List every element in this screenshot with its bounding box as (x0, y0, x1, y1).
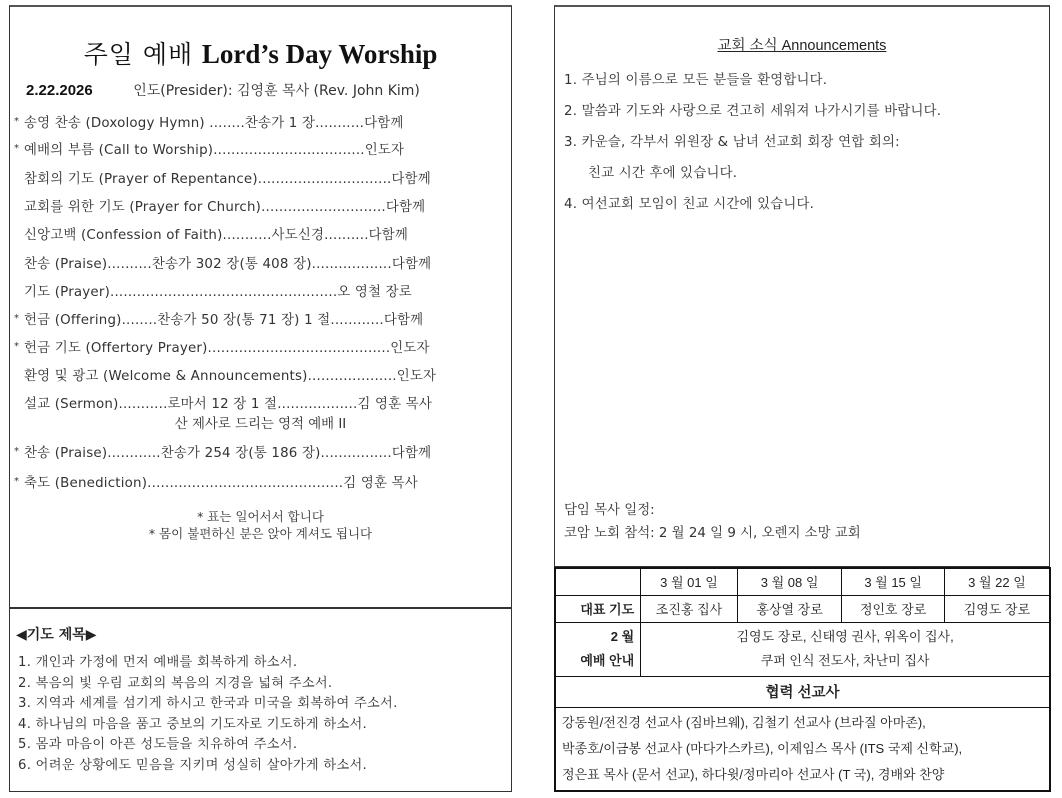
prayer-leader-cell: 김영도 장로 (944, 595, 1050, 622)
date-cell: 3 월 22 일 (944, 568, 1050, 595)
prayer-leader-cell: 조진홍 집사 (641, 595, 738, 622)
worship-title (10, 35, 511, 71)
date-cell: 3 월 01 일 (641, 568, 738, 595)
pastor-schedule (564, 499, 861, 545)
missionary-line: 강동원/전진경 선교사 (짐바브웨), 김철기 선교사 (브라질 아마존), (562, 714, 926, 730)
order-item: 찬송 (Praise)..........찬송가 302 장(통 408 장)..................다함께 (24, 256, 432, 272)
order-item: 교회를 위한 기도 (Prayer for Church)............................다함께 (24, 199, 426, 215)
prayer-topic: 6. 어려운 상황에도 믿음을 지키며 성실히 살아가게 하소서. (18, 757, 368, 773)
prayer-topic: 2. 복음의 빛 우림 교회의 복음의 지경을 넓혀 주소서. (18, 675, 333, 691)
standing-star-icon: * (14, 142, 19, 154)
pastor-schedule-label: 담임 목사 일정: (564, 503, 655, 518)
prayer-leader-cell: 정인호 장로 (842, 595, 945, 622)
announcement-item: 2. 말씀과 기도와 사랑으로 견고히 세워져 나가시기를 바랍니다. (564, 104, 942, 119)
presider: 인도(Presider): 김영훈 목사 (Rev. John Kim) (133, 83, 420, 99)
announcement-item: 1. 주님의 이름으로 모든 분들을 환영합니다. (564, 73, 828, 88)
prayer-topic: 4. 하나님의 마음을 품고 중보의 기도자로 기도하게 하소서. (18, 716, 368, 732)
prayer-topics-list (18, 651, 503, 774)
prayer-leader-cell: 홍상열 장로 (737, 595, 842, 622)
announcements-panel (554, 5, 1050, 567)
prayer-topic: 5. 몸과 마음이 아픈 성도들을 치유하여 주소서. (18, 737, 298, 752)
table-header-row (555, 568, 1050, 595)
worship-title-korean: 주일 예배 (83, 40, 194, 69)
missionary-line: 박종호/이금봉 선교사 (마다가스카르), 이제임스 목사 (ITS 국제 신학교), (562, 740, 963, 756)
announcements-list (564, 69, 1043, 224)
table-row-february-ushers (555, 622, 1050, 676)
missionary-line: 정은표 목사 (문서 선교), 하다윗/정마리아 선교사 (T 국), 경배와 찬양 (562, 766, 945, 782)
date-cell: 3 월 08 일 (737, 568, 842, 595)
worship-meta (26, 80, 503, 100)
order-item: * 예배의 부름 (Call to Worship)..................................인도자 (14, 142, 405, 158)
february-ushers: 김영도 장로, 신태영 권사, 위옥이 집사, 쿠퍼 인식 전도사, 차난미 집사 (641, 622, 1050, 676)
order-item: * 헌금 기도 (Offertory Prayer).........................................인도자 (14, 340, 430, 356)
missionaries-title: 협력 선교사 (555, 676, 1050, 707)
order-item: 기도 (Prayer)...................................................오 영철 장로 (24, 284, 412, 300)
divider (10, 607, 511, 609)
note-may-sit: * 몸이 불편하신 분은 앉아 계셔도 됩니다 (148, 526, 373, 541)
worship-order-panel (9, 5, 512, 792)
table-row-missionaries (555, 707, 1050, 791)
worship-title-english: Lord’s Day Worship (201, 39, 438, 69)
sermon-title: 산 제사로 드리는 영적 예배 II (174, 417, 347, 432)
announcement-item: 4. 여선교회 모임이 친교 시간에 있습니다. (564, 197, 815, 212)
pastor-schedule-detail: 코암 노회 참석: 2 월 24 일 9 시, 오렌지 소망 교회 (564, 526, 861, 541)
standing-star-icon: * (14, 312, 19, 324)
announcement-item-continued: 친교 시간 후에 있습니다. (588, 166, 738, 181)
standing-star-icon: * (14, 475, 19, 487)
note-standing: * 표는 일어서서 합니다 (197, 509, 324, 524)
standing-notes (10, 508, 511, 542)
order-item: * 송영 찬송 (Doxology Hymn) ........찬송가 1 장...........다함께 (14, 115, 404, 131)
missionaries-list (555, 707, 1050, 791)
date-cell: 3 월 15 일 (842, 568, 945, 595)
service-info-table (554, 567, 1051, 792)
order-item: * 축도 (Benediction)............................................김 영훈 목사 (14, 475, 418, 491)
prayer-topics-title: ◀기도 제목▶ (16, 627, 97, 643)
order-item: 참회의 기도 (Prayer of Repentance)..............................다함께 (24, 171, 431, 187)
order-item: * 찬송 (Praise)............찬송가 254 장(통 186 장)................다함께 (14, 445, 432, 461)
order-item: * 헌금 (Offering)........찬송가 50 장(통 71 장) 1 절............다함께 (14, 312, 424, 328)
table-row-prayer-leaders (555, 595, 1050, 622)
standing-star-icon: * (14, 115, 19, 127)
order-item: 설교 (Sermon)...........로마서 12 장 1 절..................김 영훈 목사 (24, 396, 432, 412)
standing-star-icon: * (14, 445, 19, 457)
prayer-leader-label: 대표 기도 (555, 595, 641, 622)
worship-date: 2.22.2026 (26, 82, 93, 99)
announcements-title: 교회 소식 Announcements (717, 38, 887, 54)
february-label: 2 월 예배 안내 (555, 622, 641, 676)
prayer-topic: 3. 지역과 세계를 섬기게 하시고 한국과 미국을 회복하여 주소서. (18, 696, 398, 711)
order-item: 신앙고백 (Confession of Faith)...........사도신경..........다함께 (24, 227, 409, 243)
table-row-missionaries-title (555, 676, 1050, 707)
order-item: 환영 및 광고 (Welcome & Announcements)....................인도자 (24, 368, 437, 384)
standing-star-icon: * (14, 340, 19, 352)
empty-cell (555, 568, 641, 595)
prayer-topic: 1. 개인과 가정에 먼저 예배를 회복하게 하소서. (18, 655, 298, 670)
announcement-item: 3. 카운슬, 각부서 위원장 & 남녀 선교회 회장 연합 회의: (564, 135, 900, 150)
